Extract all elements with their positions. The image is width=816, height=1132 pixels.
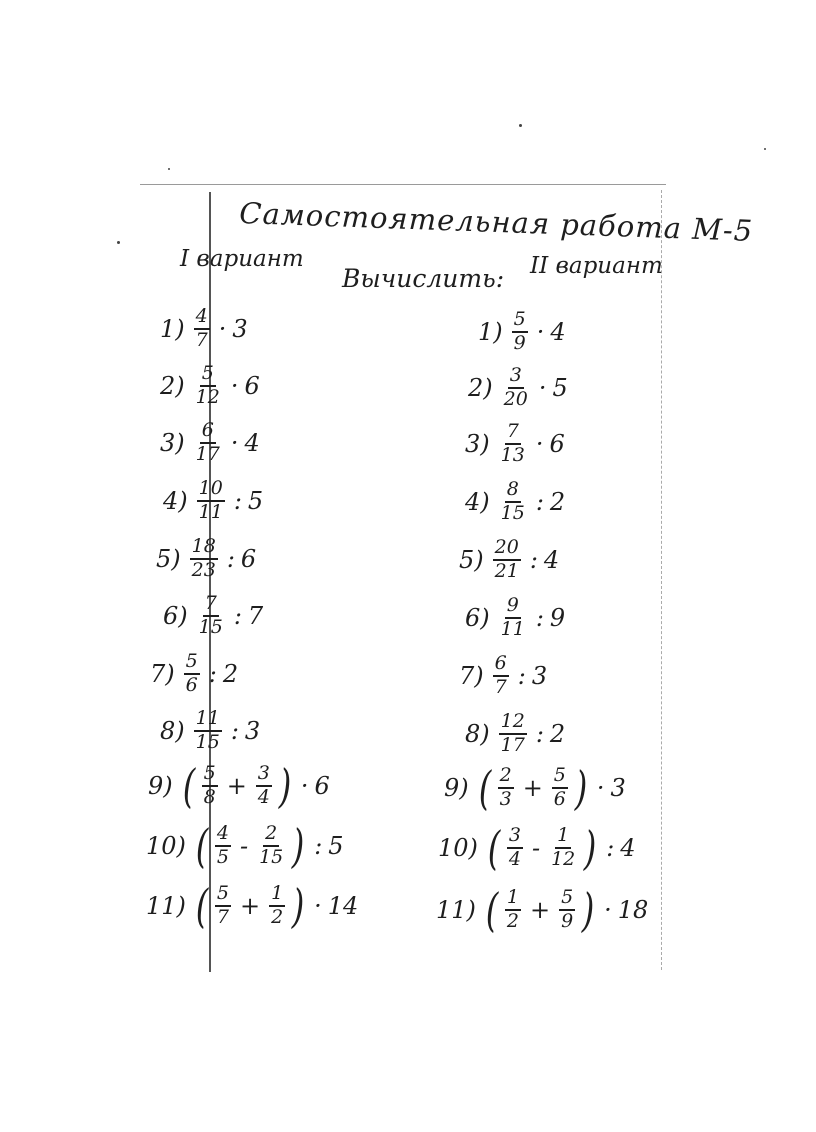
- fraction: $\frac{2}{15}$: [259, 822, 284, 868]
- fraction: $\frac{1}{12}$: [551, 824, 576, 870]
- problem-v1-10: 10) ( $\frac{4}{5}$ - $\frac{2}{15}$ ) : 5: [146, 819, 344, 873]
- scan-speck: [168, 168, 170, 170]
- variant-1-heading: I вариант: [180, 246, 304, 272]
- fraction: $\frac{8}{15}$: [500, 478, 525, 524]
- problem-v2-6: 6) $\frac{9}{11}$ : 9: [465, 594, 566, 640]
- scan-speck: [764, 148, 766, 150]
- fraction: $\frac{5}{9}$: [561, 886, 574, 932]
- problem-v2-3: 3) $\frac{7}{13}$ · 6: [465, 420, 565, 466]
- top-rule: [140, 184, 666, 185]
- problem-v2-11: 11) ( $\frac{1}{2}$ + $\frac{5}{9}$ ) · 18: [436, 883, 649, 937]
- problem-v2-9: 9) ( $\frac{2}{3}$ + $\frac{5}{6}$ ) · 3: [444, 761, 626, 815]
- fraction: $\frac{20}{21}$: [494, 536, 519, 582]
- problem-v2-5: 5) $\frac{20}{21}$ : 4: [459, 536, 560, 582]
- fraction: $\frac{2}{3}$: [499, 764, 512, 810]
- fraction: $\frac{7}{15}$: [198, 592, 223, 638]
- problem-v1-2: 2) $\frac{5}{12}$ · 6: [160, 362, 260, 408]
- problem-v2-2: 2) $\frac{3}{20}$ · 5: [468, 364, 568, 410]
- fraction: $\frac{4}{7}$: [195, 305, 208, 351]
- problem-v1-7: 7) $\frac{5}{6}$ : 2: [150, 650, 239, 696]
- problem-v1-1: 1) $\frac{4}{7}$ · 3: [160, 305, 248, 351]
- page-right-edge: [661, 190, 662, 970]
- fraction: $\frac{1}{2}$: [271, 882, 284, 928]
- fraction: $\frac{3}{4}$: [257, 762, 270, 808]
- task-instruction: Вычислить:: [342, 264, 505, 293]
- fraction: $\frac{1}{2}$: [506, 886, 519, 932]
- problem-v2-4: 4) $\frac{8}{15}$ : 2: [465, 478, 566, 524]
- problem-v1-5: 5) $\frac{18}{23}$ : 6: [156, 535, 257, 581]
- problem-v1-8: 8) $\frac{11}{15}$ : 3: [160, 707, 261, 753]
- fraction: $\frac{4}{5}$: [216, 822, 229, 868]
- fraction: $\frac{12}{17}$: [500, 710, 525, 756]
- fraction: $\frac{18}{23}$: [191, 535, 216, 581]
- fraction: $\frac{3}{4}$: [508, 824, 521, 870]
- scan-speck: [117, 241, 120, 244]
- problem-v2-10: 10) ( $\frac{3}{4}$ - $\frac{1}{12}$ ) : 4: [438, 821, 636, 875]
- problem-v1-3: 3) $\frac{6}{17}$ · 4: [160, 419, 260, 465]
- fraction: $\frac{5}{9}$: [513, 308, 526, 354]
- problem-v1-11: 11) ( $\frac{5}{7}$ + $\frac{1}{2}$ ) · 14: [146, 879, 359, 933]
- fraction: $\frac{3}{20}$: [503, 364, 528, 410]
- fraction: $\frac{5}{6}$: [553, 764, 566, 810]
- fraction: $\frac{6}{7}$: [494, 652, 507, 698]
- worksheet-title: Самостоятельная работа М-5: [238, 196, 754, 248]
- problem-v1-9: 9) ( $\frac{5}{8}$ + $\frac{3}{4}$ ) · 6: [148, 759, 330, 813]
- problem-v2-7: 7) $\frac{6}{7}$ : 3: [459, 652, 548, 698]
- fraction: $\frac{9}{11}$: [500, 594, 525, 640]
- problem-v2-8: 8) $\frac{12}{17}$ : 2: [465, 710, 566, 756]
- fraction: $\frac{7}{13}$: [500, 420, 525, 466]
- scan-speck: [519, 124, 522, 127]
- fraction: $\frac{5}{6}$: [185, 650, 198, 696]
- fraction: $\frac{5}{8}$: [203, 762, 216, 808]
- fraction: $\frac{11}{15}$: [195, 707, 220, 753]
- problem-v2-1: 1) $\frac{5}{9}$ · 4: [478, 308, 566, 354]
- fraction: $\frac{6}{17}$: [195, 419, 220, 465]
- variant-2-heading: II вариант: [530, 253, 663, 279]
- problem-v1-4: 4) $\frac{10}{11}$ : 5: [163, 477, 264, 523]
- fraction: $\frac{5}{12}$: [195, 362, 220, 408]
- fraction: $\frac{10}{11}$: [198, 477, 223, 523]
- problem-v1-6: 6) $\frac{7}{15}$ : 7: [163, 592, 264, 638]
- fraction: $\frac{5}{7}$: [216, 882, 229, 928]
